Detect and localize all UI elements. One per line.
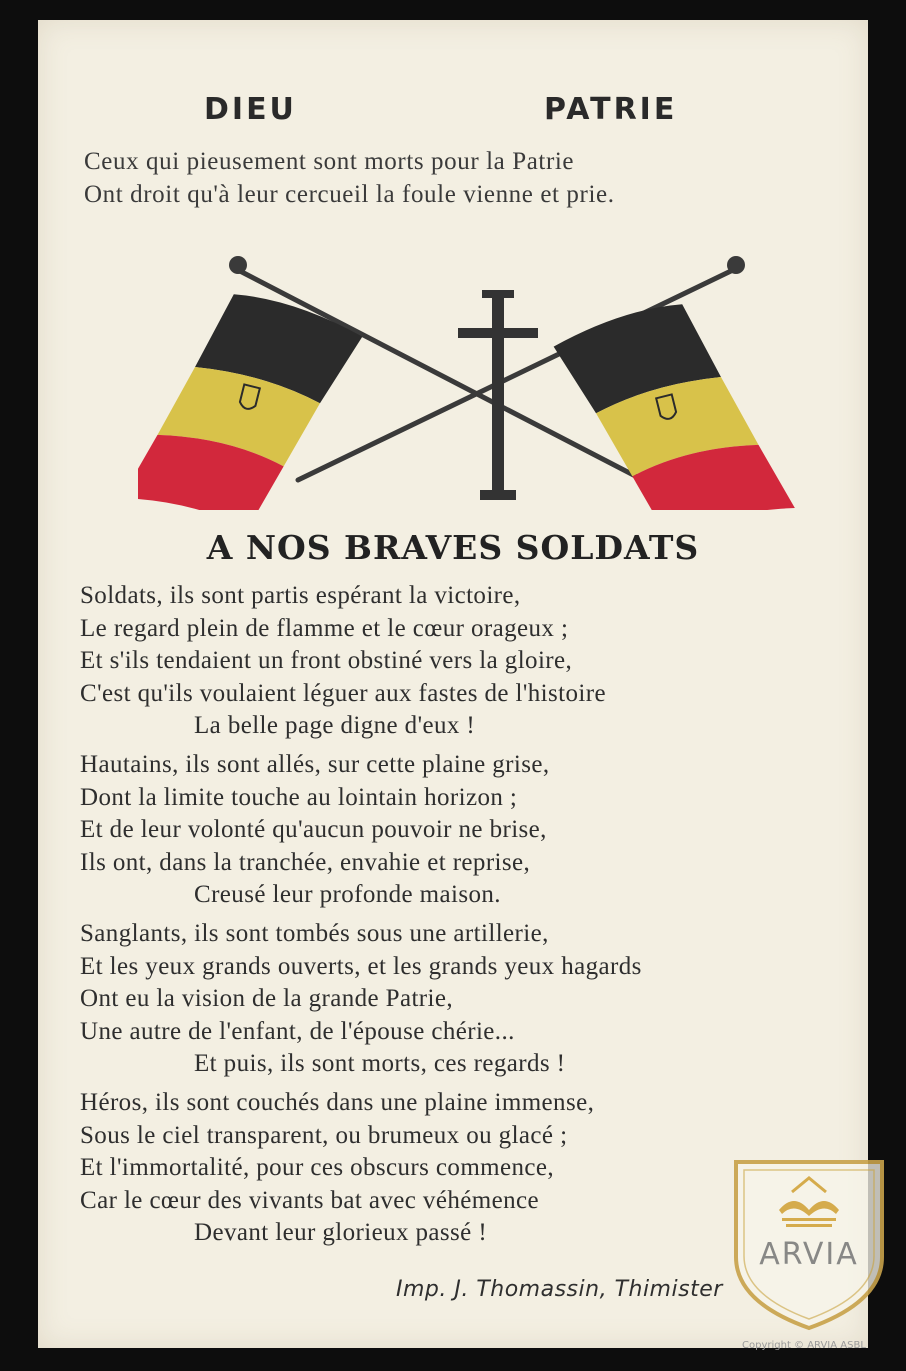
poem-refrain-line: La belle page digne d'eux ! <box>194 712 476 740</box>
shield-icon <box>724 1152 894 1332</box>
poem-title: A NOS BRAVES SOLDATS <box>206 528 700 567</box>
right-flag <box>550 286 794 510</box>
memorial-card <box>38 20 868 1348</box>
printer-imprint: Imp. J. Thomassin, Thimister <box>396 1277 723 1302</box>
poem-refrain-line: Creusé leur profonde maison. <box>194 881 501 909</box>
poem-line: Une autre de l'enfant, de l'épouse chérie... <box>80 1017 515 1045</box>
poem-line: Sanglants, ils sont tombés sous une artillerie, <box>80 919 549 947</box>
poem-line: Le regard plein de flamme et le cœur orageux ; <box>80 614 569 642</box>
poem-stanza <box>80 580 870 743</box>
poem-line: Hautains, ils sont allés, sur cette plaine grise, <box>80 750 550 778</box>
arvia-watermark <box>724 1152 894 1332</box>
poem-line: Et de leur volonté qu'aucun pouvoir ne brise, <box>80 816 547 844</box>
poem-line: Dont la limite touche au lointain horizon ; <box>80 783 518 811</box>
poem-line: Héros, ils sont couchés dans une plaine immense, <box>80 1088 595 1116</box>
intro-line: Ont droit qu'à leur cercueil la foule vienne et prie. <box>84 181 615 208</box>
poem-stanza <box>80 918 870 1081</box>
intro-line: Ceux qui pieusement sont morts pour la Patrie <box>84 148 575 175</box>
poem-line: Ils ont, dans la tranchée, envahie et reprise, <box>80 848 531 876</box>
poem-line: Ont eu la vision de la grande Patrie, <box>80 985 454 1013</box>
poem-line: Et l'immortalité, pour ces obscurs commence, <box>80 1154 555 1182</box>
poem-line: C'est qu'ils voulaient léguer aux fastes de l'histoire <box>80 679 606 707</box>
poem-refrain-line: Devant leur glorieux passé ! <box>194 1219 488 1247</box>
poem-line: Et les yeux grands ouverts, et les grands yeux hagards <box>80 952 642 980</box>
poem-refrain-line: Et puis, ils sont morts, ces regards ! <box>194 1050 566 1078</box>
poem-line: Et s'ils tendaient un front obstiné vers la gloire, <box>80 647 573 675</box>
poem-line: Soldats, ils sont partis espérant la victoire, <box>80 582 521 609</box>
poem-stanza <box>80 749 870 912</box>
poem-line: Car le cœur des vivants bat avec véhémence <box>80 1186 539 1214</box>
left-flag <box>138 276 366 510</box>
intro-couplet <box>84 145 615 211</box>
watermark-text: ARVIA <box>759 1237 859 1272</box>
copyright-notice: Copyright © ARVIA ASBL <box>742 1340 866 1351</box>
header-dieu: DIEU <box>204 92 297 127</box>
crossed-flags-icon <box>138 240 798 510</box>
header-patrie: PATRIE <box>544 92 678 127</box>
crossed-flags-emblem <box>138 240 798 515</box>
poem-line: Sous le ciel transparent, ou brumeux ou glacé ; <box>80 1121 568 1149</box>
